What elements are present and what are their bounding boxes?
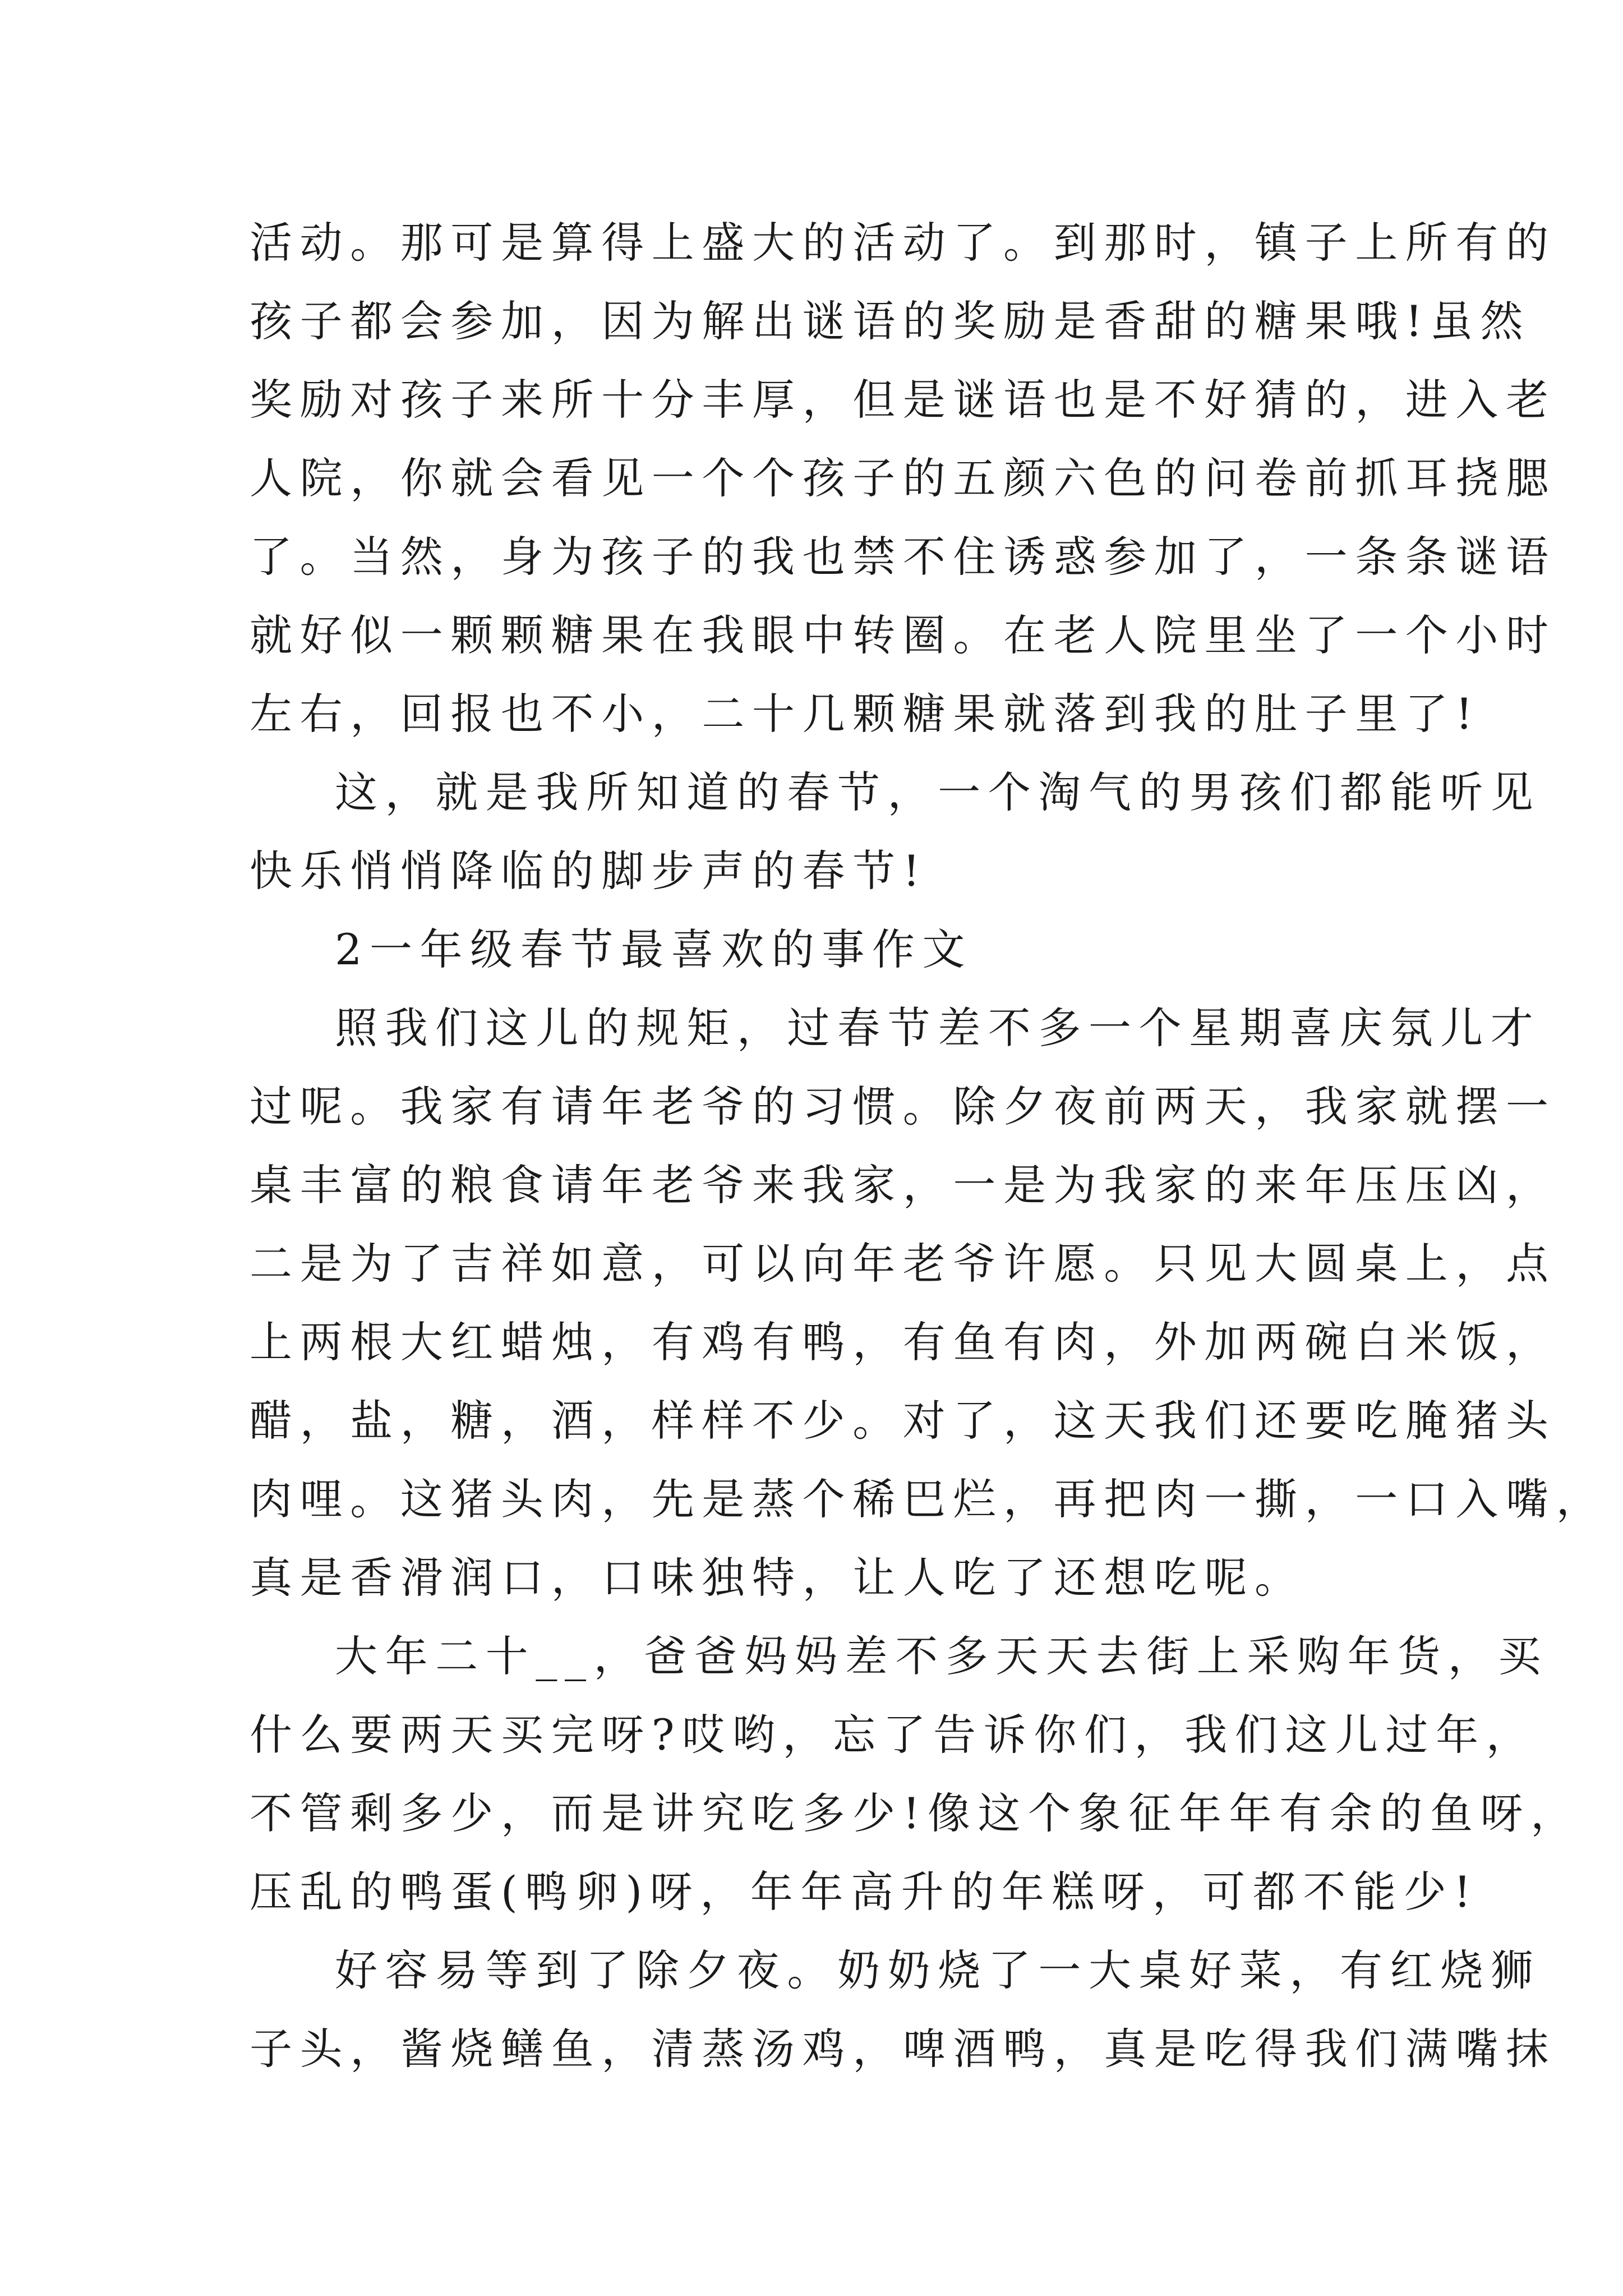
text-line: 二是为了吉祥如意，可以向年老爷许愿。只见大圆桌上，点 [250,1239,1556,1289]
text-line: 活动。那可是算得上盛大的活动了。到那时，镇子上所有的 [250,218,1556,268]
text-line: 快乐悄悄降临的脚步声的春节! [250,846,928,896]
text-line: 压乱的鸭蛋(鸭卵)呀，年年高升的年糕呀，可都不能少! [250,1867,1479,1917]
text-line: 人院，你就会看见一个个孩子的五颜六色的问卷前抓耳挠腮 [250,453,1556,503]
text-line: 照我们这儿的规矩，过春节差不多一个星期喜庆氛儿才 [335,1003,1541,1053]
text-line: 就好似一颗颗糖果在我眼中转圈。在老人院里坐了一个小时 [250,610,1556,660]
text-line: 子头，酱烧鳝鱼，清蒸汤鸡，啤酒鸭，真是吃得我们满嘴抹 [250,2024,1556,2074]
text-line: 肉哩。这猪头肉，先是蒸个稀巴烂，再把肉一撕，一口入嘴， [250,1474,1607,1524]
text-line: 真是香滑润口，口味独特，让人吃了还想吃呢。 [250,1553,1305,1603]
text-line: 这，就是我所知道的春节，一个淘气的男孩们都能听见 [335,767,1541,817]
text-line: 醋，盐，糖，酒，样样不少。对了，这天我们还要吃腌猪头 [250,1396,1556,1446]
text-line: 了。当然，身为孩子的我也禁不住诱惑参加了，一条条谜语 [250,532,1556,582]
text-line: 大年二十__，爸爸妈妈差不多天天去街上采购年货，买 [335,1631,1548,1681]
text-line: 什么要两天买完呀?哎哟，忘了告诉你们，我们这儿过年， [250,1710,1537,1760]
text-line: 孩子都会参加，因为解出谜语的奖励是香甜的糖果哦!虽然 [250,296,1531,346]
text-line: 不管剩多少，而是讲究吃多少!像这个象征年年有余的鱼呀， [250,1788,1581,1838]
section-heading: 2一年级春节最喜欢的事作文 [335,924,973,974]
text-line: 左右，回报也不小，二十几颗糖果就落到我的肚子里了! [250,689,1481,739]
text-line: 过呢。我家有请年老爷的习惯。除夕夜前两天，我家就摆一 [250,1082,1556,1131]
text-line: 桌丰富的粮食请年老爷来我家，一是为我家的来年压压凶， [250,1160,1556,1210]
text-line: 上两根大红蜡烛，有鸡有鸭，有鱼有肉，外加两碗白米饭， [250,1317,1556,1367]
text-line: 好容易等到了除夕夜。奶奶烧了一大桌好菜，有红烧狮 [335,1945,1541,1995]
text-line: 奖励对孩子来所十分丰厚，但是谜语也是不好猜的，进入老 [250,375,1556,425]
